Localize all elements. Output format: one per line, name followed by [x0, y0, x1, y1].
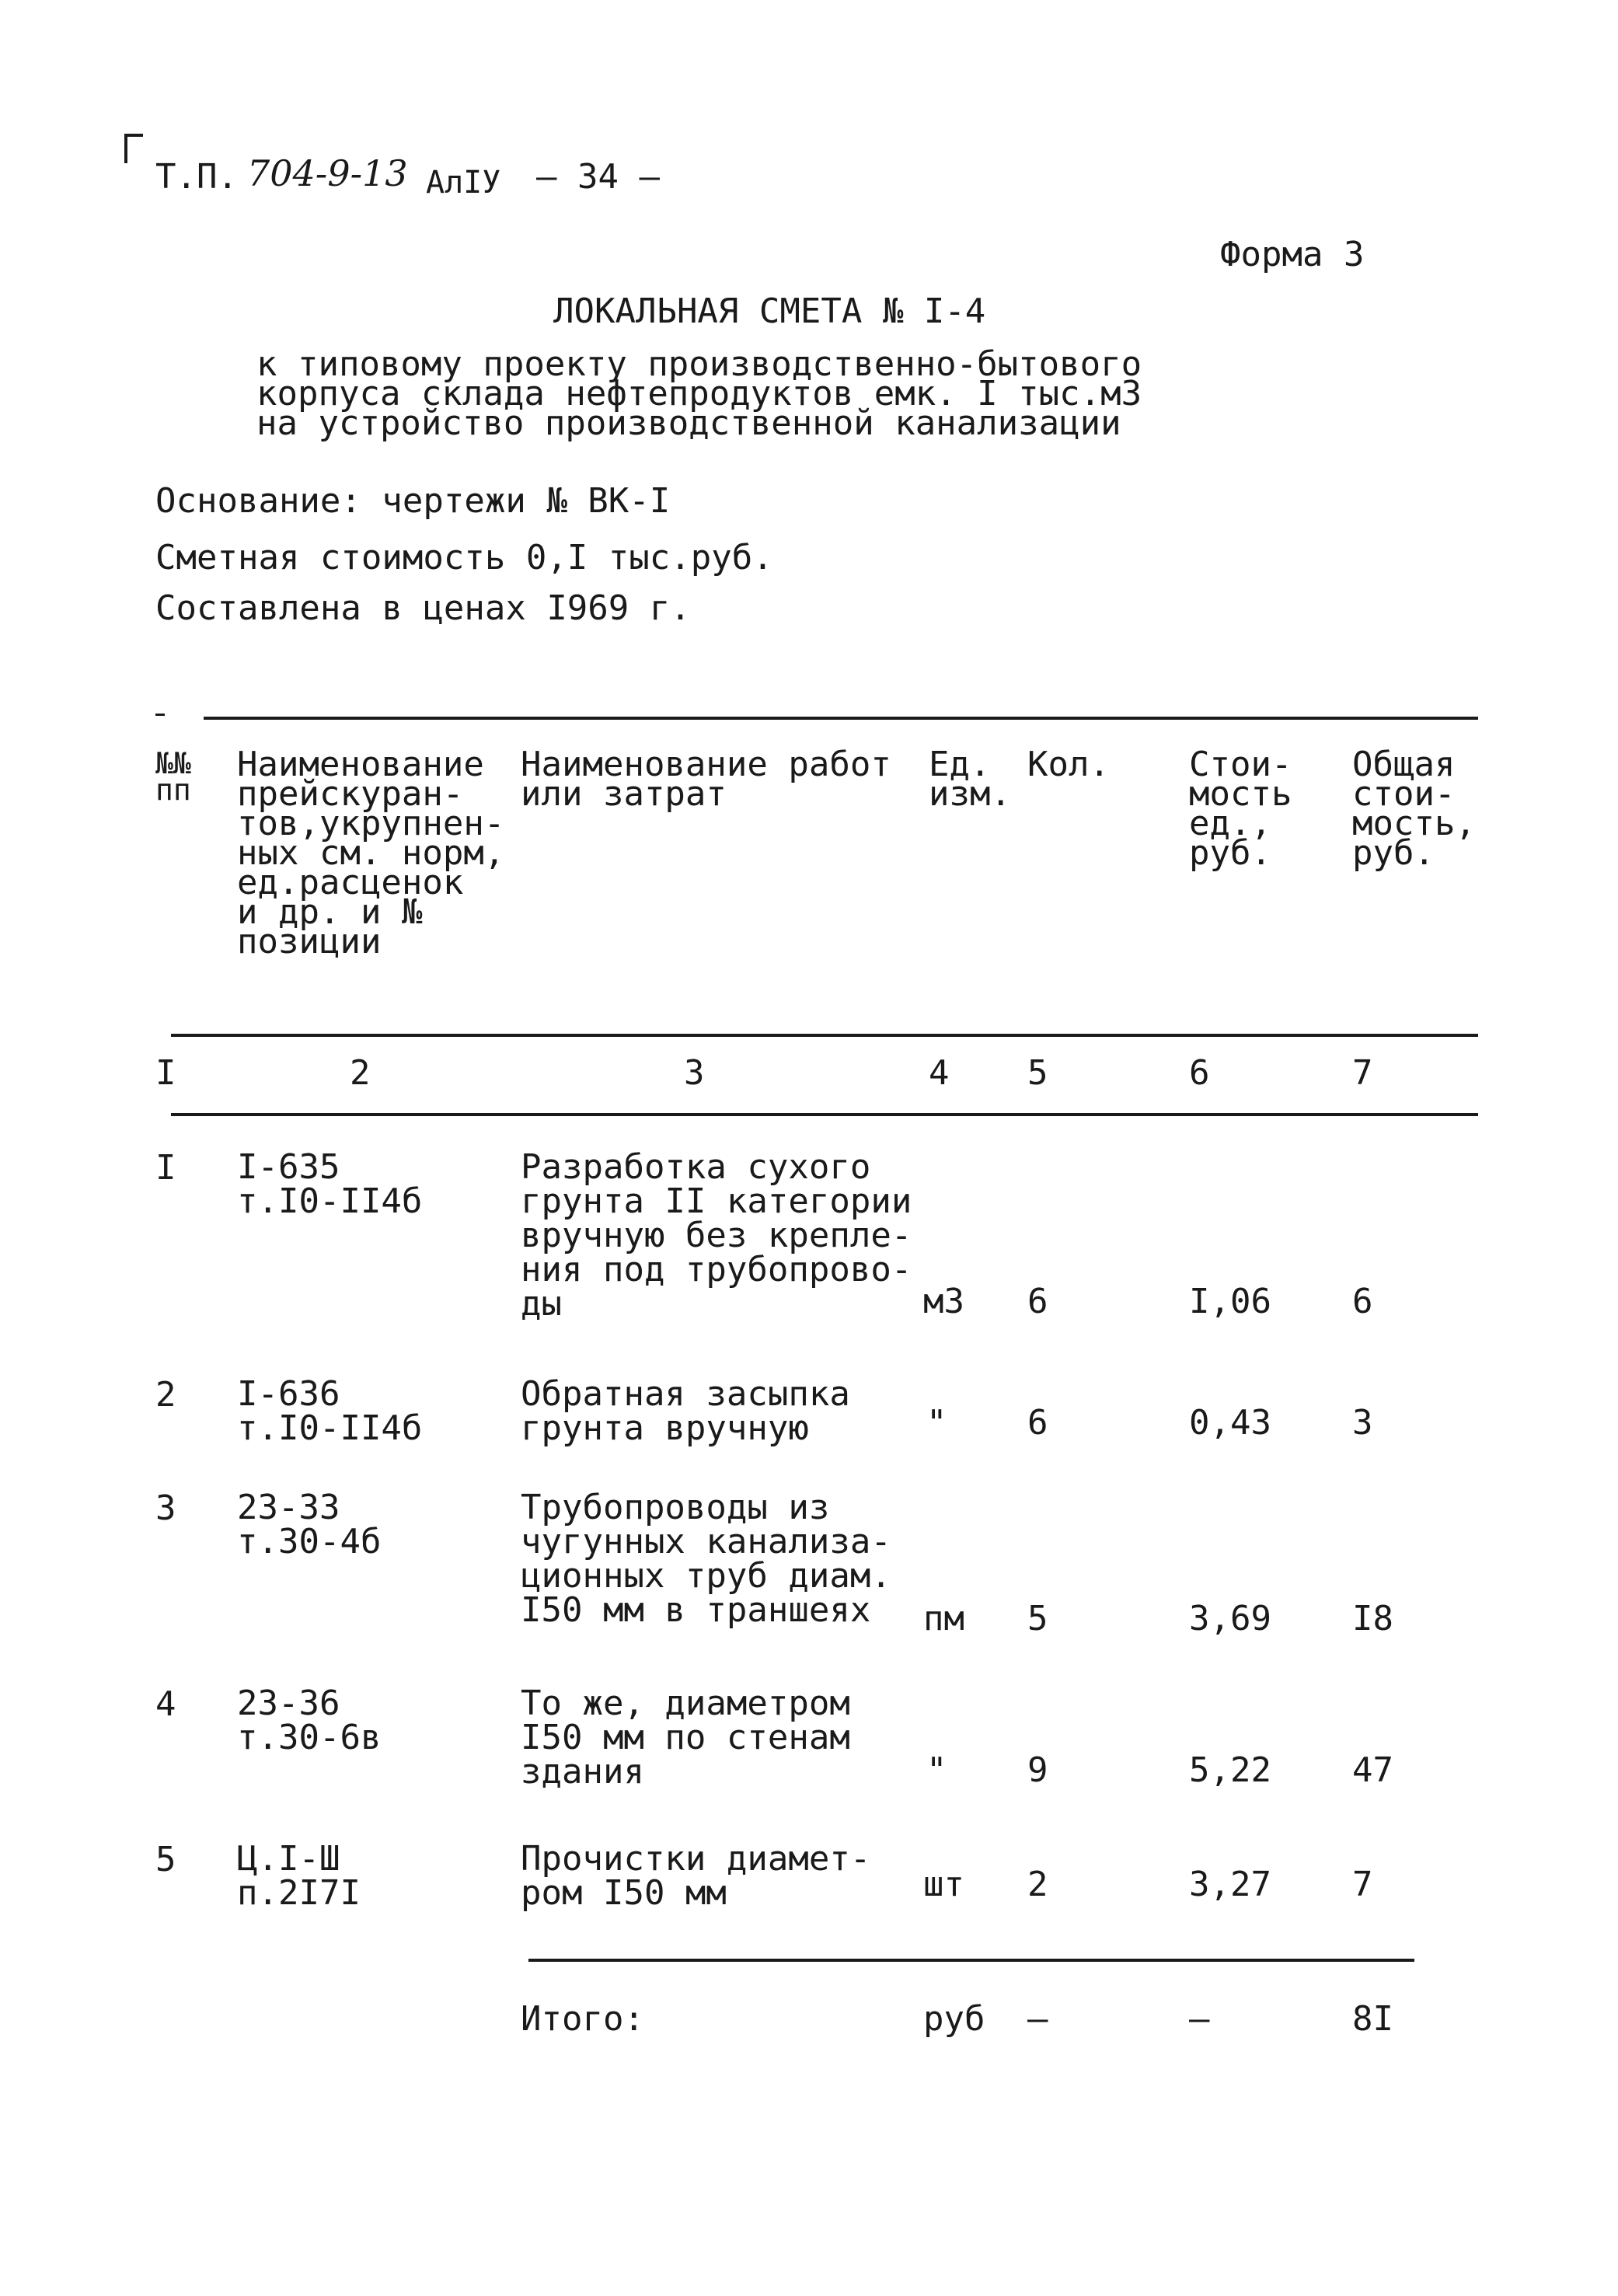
corner-mark — [124, 134, 143, 163]
row-total-cost: I8 — [1352, 1599, 1393, 1638]
row-code: I-635 т.I0-II4б — [237, 1147, 423, 1221]
total-label: Итого: — [521, 1999, 644, 2039]
header-total-cost: Общая стои- мость, руб. — [1352, 745, 1476, 873]
tp-prefix: Т.П. — [155, 157, 238, 197]
colnum-bottom-rule — [171, 1113, 1478, 1116]
margin-dash — [155, 714, 165, 716]
row-qty: 6 — [1027, 1282, 1048, 1321]
row-work: То же, диаметром I50 мм по стенам здания — [521, 1684, 850, 1792]
row-qty: 2 — [1027, 1865, 1048, 1904]
row-total-cost: 47 — [1352, 1750, 1393, 1790]
tp-number: 704-9-13 — [247, 152, 408, 194]
row-work: Прочистки диамет- ром I50 мм — [521, 1839, 871, 1913]
row-unit-cost: I,06 — [1189, 1282, 1271, 1321]
total-amount: 8I — [1352, 1999, 1393, 2039]
header-unit: Ед. изм. — [929, 745, 1011, 814]
row-qty: 5 — [1027, 1599, 1048, 1638]
row-num: 3 — [155, 1488, 176, 1528]
row-qty: 9 — [1027, 1750, 1048, 1790]
row-total-cost: 3 — [1352, 1403, 1373, 1443]
table-top-rule — [204, 717, 1478, 720]
row-code: 23-36 т.30-6в — [237, 1684, 382, 1757]
header-work: Наименование работ или затрат — [521, 745, 891, 814]
total-unit: руб — [923, 1999, 985, 2039]
row-unit-cost: 0,43 — [1189, 1403, 1271, 1443]
header-qty: Кол. — [1027, 745, 1110, 784]
basis-line: Основание: чертежи № ВК-I — [155, 481, 671, 521]
row-code: I-636 т.I0-II4б — [237, 1374, 423, 1448]
total-rule — [528, 1959, 1414, 1962]
colnum-1: I — [155, 1053, 176, 1093]
row-work: Разработка сухого грунта II категории вручную без крепле- ния под трубопрово- ды — [521, 1147, 912, 1324]
row-unit-cost: 3,69 — [1189, 1599, 1271, 1638]
row-unit-cost: 5,22 — [1189, 1750, 1271, 1790]
row-code: 23-33 т.30-4б — [237, 1488, 382, 1561]
row-unit: пм — [923, 1599, 964, 1638]
page-number: — 34 — — [536, 157, 660, 197]
row-qty: 6 — [1027, 1403, 1048, 1443]
row-num: 4 — [155, 1684, 176, 1724]
total-qty: – — [1027, 1999, 1048, 2039]
row-code: Ц.I-Ш п.2I7I — [237, 1839, 361, 1913]
row-unit: м3 — [923, 1282, 964, 1321]
document-subtitle: к типовому проекту производственно-бытового корпуса склада нефтепродуктов емк. I тыс.м3 на устройство производственной канализации — [256, 344, 1142, 443]
total-unit-cost: – — [1189, 1999, 1210, 2039]
document-title: ЛОКАЛЬНАЯ СМЕТА № I-4 — [553, 291, 986, 331]
row-unit-cost: 3,27 — [1189, 1865, 1271, 1904]
colnum-5: 5 — [1027, 1053, 1048, 1093]
colnum-7: 7 — [1352, 1053, 1373, 1093]
header-unit-cost: Стои- мость ед., руб. — [1189, 745, 1292, 873]
row-unit: " — [926, 1750, 947, 1790]
price-level-line: Составлена в ценах I969 г. — [155, 588, 691, 628]
header-code: Наименование прейскуран- тов,укрупнен- ных см. норм, ед.расценок и др. и № позиции — [237, 745, 505, 961]
row-num: 2 — [155, 1375, 176, 1415]
row-unit: " — [926, 1403, 947, 1443]
row-total-cost: 7 — [1352, 1865, 1373, 1904]
row-work: Трубопроводы из чугунных канализа- ционных труб диам. I50 мм в траншеях — [521, 1488, 891, 1630]
row-work: Обратная засыпка грунта вручную — [521, 1374, 850, 1448]
row-total-cost: 6 — [1352, 1282, 1373, 1321]
colnum-6: 6 — [1189, 1053, 1210, 1093]
row-num: I — [155, 1148, 176, 1188]
colnum-3: 3 — [684, 1053, 705, 1093]
colnum-2: 2 — [350, 1053, 371, 1093]
form-label: Форма 3 — [1220, 235, 1365, 274]
header-bottom-rule — [171, 1034, 1478, 1037]
row-unit: шт — [923, 1865, 964, 1904]
row-num: 5 — [155, 1840, 176, 1879]
header-num: №№ пп — [155, 746, 191, 807]
album-label: АлIУ — [426, 165, 501, 201]
estimated-cost-line: Сметная стоимость 0,I тыс.руб. — [155, 538, 773, 577]
colnum-4: 4 — [929, 1053, 950, 1093]
